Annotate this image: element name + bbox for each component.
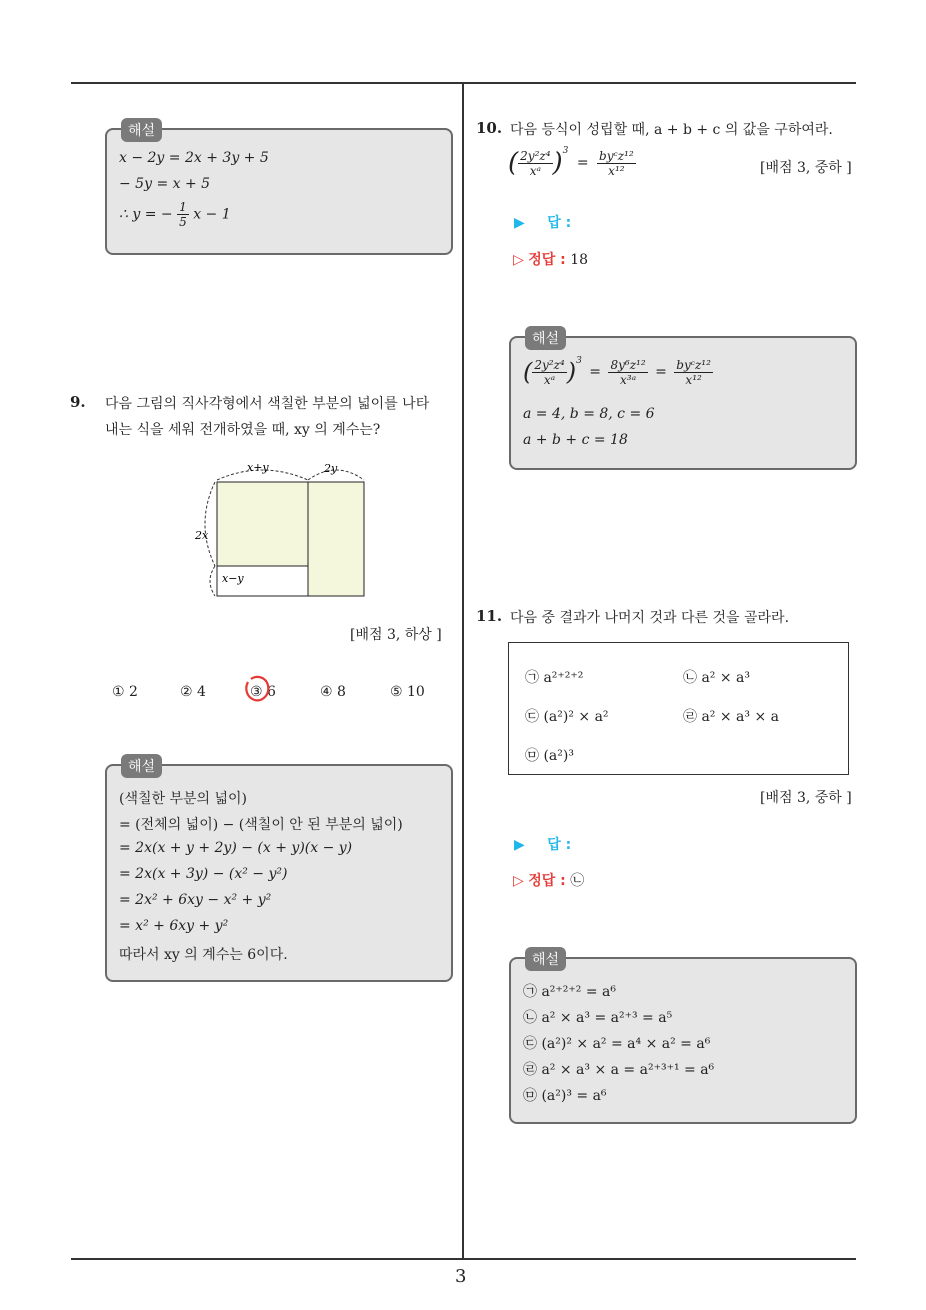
question-text: 다음 중 결과가 나머지 것과 다른 것을 골라라.	[510, 610, 790, 626]
score-label: [배점 3, 중하 ]	[760, 790, 852, 806]
label-inner: x−y	[222, 572, 244, 585]
triangle-icon: ▷	[513, 873, 524, 889]
q10-solution-box	[509, 331, 857, 470]
option-2[interactable]: ㉡ a² × a³	[683, 670, 750, 686]
option-3[interactable]: ㉢ (a²)² × a²	[525, 709, 609, 725]
column-divider	[462, 83, 464, 1258]
solution-line: = (전체의 넓이) − (색칠이 안 된 부분의 넓이)	[119, 817, 403, 833]
label-top-right: 2y	[324, 462, 338, 475]
solution-line: ∴ y = − $\frac{1}{5}$ x − 1	[119, 200, 231, 229]
solution-line: = 2x(x + y + 2y) − (x + y)(x − y)	[119, 840, 353, 856]
score-label: [배점 3, 중하 ]	[760, 160, 852, 176]
question-number: 11.	[476, 607, 503, 625]
score-label: [배점 3, 하상 ]	[350, 627, 442, 643]
choice-4[interactable]: ④ 8	[320, 684, 346, 700]
q10-equation: ( $\frac{\text{2y²z⁴}}{\text{xᵃ}}$ )$^3$ = $\frac{\text{byᶜz¹²}}{\text{x¹²}}$	[508, 146, 634, 178]
question-text: 내는 식을 세워 전개하였을 때, xy 의 계수는?	[105, 422, 381, 438]
solution-tag: 해설	[121, 754, 162, 778]
choice-5[interactable]: ⑤ 10	[390, 684, 425, 700]
question-text: 다음 등식이 성립할 때, a + b + c 의 값을 구하여라.	[510, 122, 833, 138]
selected-choice-circle	[242, 674, 272, 706]
correct-answer-row	[513, 870, 584, 890]
question-text: 다음 그림의 직사각형에서 색칠한 부분의 넓이를 나타	[105, 396, 430, 412]
solution-line: 따라서 xy 의 계수는 6이다.	[119, 947, 288, 963]
options-box	[508, 642, 849, 775]
top-rule	[71, 82, 856, 84]
q11-solution-box	[509, 952, 857, 1124]
correct-value: ㉡	[570, 873, 585, 889]
triangle-icon: ▷	[513, 252, 524, 268]
answer-row	[514, 834, 571, 854]
solution-tag: 해설	[121, 118, 162, 142]
rectangle-figure	[190, 455, 380, 605]
solution-tag: 해설	[525, 947, 566, 971]
option-1[interactable]: ㉠ a²⁺²⁺²	[525, 670, 584, 686]
correct-value: 18	[570, 252, 589, 268]
solution-line: = 2x(x + 3y) − (x² − y²)	[119, 866, 288, 882]
correct-label: 정답 :	[528, 252, 566, 268]
solution-line: (색칠한 부분의 넓이)	[119, 791, 248, 807]
choice-1[interactable]: ① 2	[112, 684, 138, 700]
question-number: 10.	[476, 119, 503, 137]
option-5[interactable]: ㉤ (a²)³	[525, 748, 574, 764]
solution-tag: 해설	[525, 326, 566, 350]
answer-label: 답 :	[547, 215, 572, 231]
solution-equation: ( $\frac{\text{2y²z⁴}}{\text{xᵃ}}$ )$^3$ = $\frac{\text{8y⁶z¹²}}{\text{x³ᵃ}}$ = $\frac{\text{byᶜz¹²}}{\text{x¹²}}$	[523, 356, 711, 387]
solution-line: ㉢ (a²)² × a² = a⁴ × a² = a⁶	[523, 1036, 711, 1052]
correct-label: 정답 :	[528, 873, 566, 889]
solution-line: ㉡ a² × a³ = a²⁺³ = a⁵	[523, 1010, 673, 1026]
correct-answer-row	[513, 249, 588, 269]
solution-line: a + b + c = 18	[523, 432, 628, 448]
q9-solution-box	[105, 759, 453, 982]
answer-row	[514, 212, 571, 232]
choice-3[interactable]: ③ 6	[250, 684, 276, 700]
choice-2[interactable]: ② 4	[180, 684, 206, 700]
q8-solution-box	[105, 123, 453, 255]
play-icon: ▶	[514, 837, 525, 853]
solution-line: ㉤ (a²)³ = a⁶	[523, 1088, 607, 1104]
label-top-left: x+y	[247, 461, 269, 474]
bottom-rule	[71, 1258, 856, 1260]
option-4[interactable]: ㉣ a² × a³ × a	[683, 709, 779, 725]
solution-line: = x² + 6xy + y²	[119, 918, 229, 934]
answer-label: 답 :	[547, 837, 572, 853]
solution-line: a = 4, b = 8, c = 6	[523, 406, 655, 422]
page-number: 3	[455, 1266, 467, 1287]
play-icon: ▶	[514, 215, 525, 231]
question-number: 9.	[70, 393, 86, 411]
label-left: 2x	[195, 529, 209, 542]
solution-line: − 5y = x + 5	[119, 176, 211, 192]
solution-line: ㉠ a²⁺²⁺² = a⁶	[523, 984, 617, 1000]
solution-line: = 2x² + 6xy − x² + y²	[119, 892, 272, 908]
solution-line: x − 2y = 2x + 3y + 5	[119, 150, 269, 166]
solution-line: ㉣ a² × a³ × a = a²⁺³⁺¹ = a⁶	[523, 1062, 715, 1078]
